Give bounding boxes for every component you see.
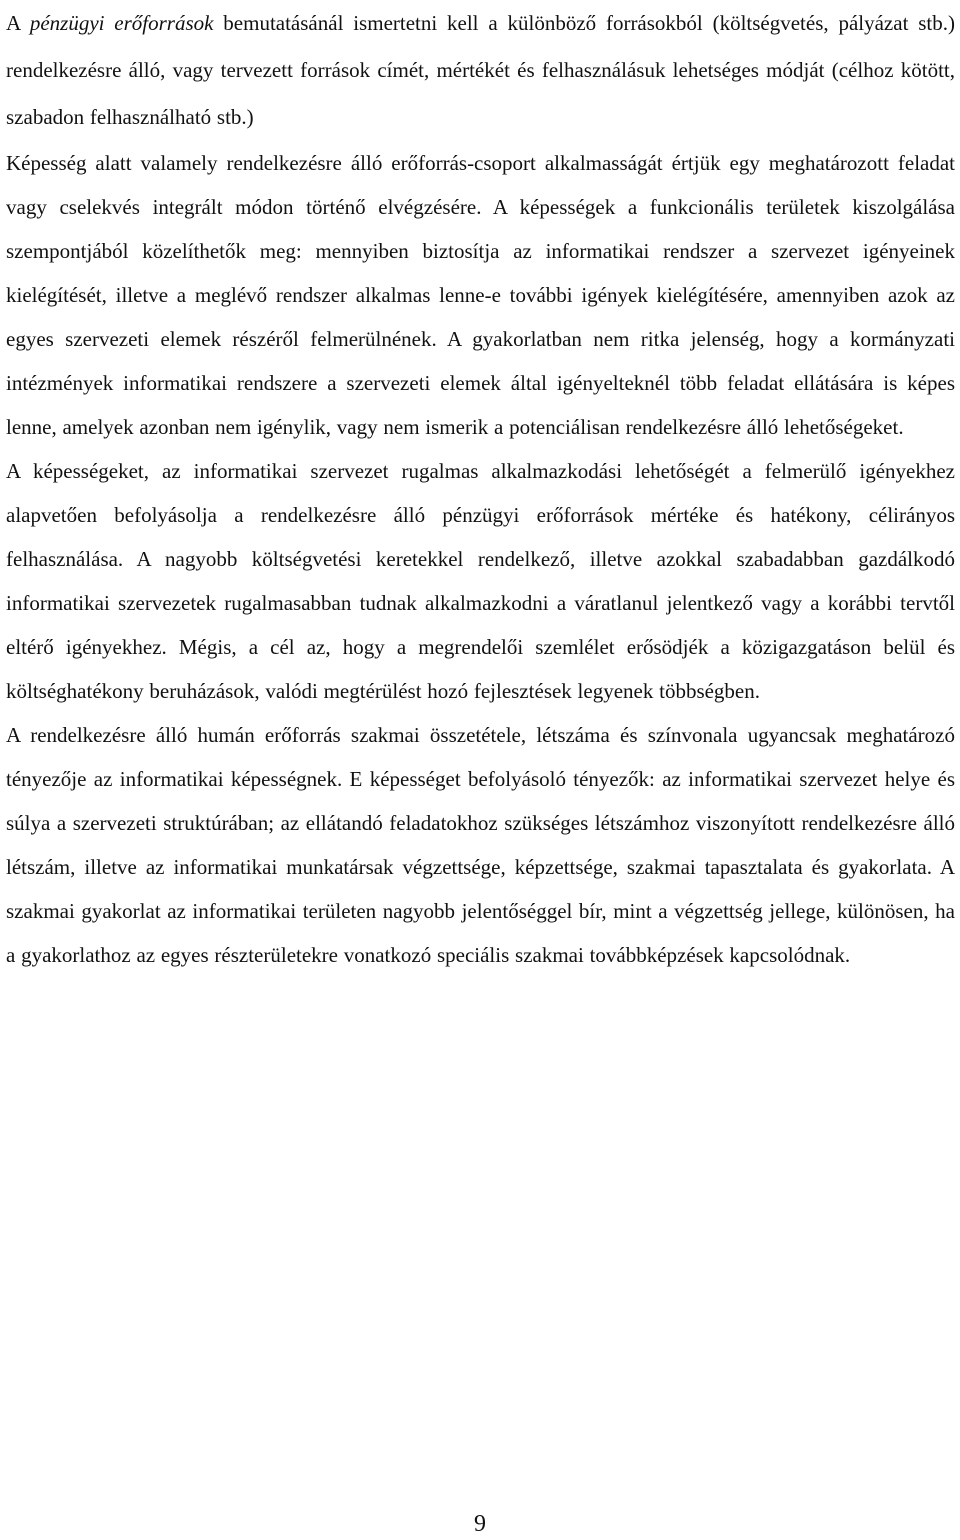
page-number: 9	[474, 1511, 486, 1537]
paragraph-text: bemutatásánál ismertetni kell a különböző forrásokból (költségvetés, pályázat stb.) rendelkezésre álló, vagy tervezett források címét, mértékét és felhasználásuk lehetséges módját (célhoz kötött, szabadon felhasználható stb.)	[6, 11, 955, 129]
paragraph-capability-finance: A képességeket, az informatikai szervezet rugalmas alkalmazkodási lehetőségét a felmerülő igényekhez alapvetően befolyásolja a rendelkezésre álló pénzügyi erőforrások mértéke és hatékony, célirányos felhasználása. A nagyobb költségvetési keretekkel rendelkező, illetve azokkal szabadabban gazdálkodó informatikai szervezetek rugalmasabban tudnak alkalmazkodni a váratlanul jelentkező vagy a korábbi tervtől eltérő igényekhez. Mégis, a cél az, hogy a megrendelői szemlélet erősödjék a közigazgatáson belül és költséghatékony beruházások, valódi megtérülést hozó fejlesztések legyenek többségben.	[6, 459, 955, 703]
document-body	[6, 0, 955, 977]
paragraph-human-resources: A rendelkezésre álló humán erőforrás szakmai összetétele, létszáma és színvonala ugyancsak meghatározó tényezője az informatikai képességnek. E képességet befolyásoló tényezők: az informatikai szervezet helye és súlya a szervezeti struktúrában; az ellátandó feladatokhoz szükséges létszámhoz viszonyított rendelkezésre álló létszám, illetve az informatikai munkatársak végzettsége, képzettsége, szakmai tapasztalata és gyakorlata. A szakmai gyakorlat az informatikai területen nagyobb jelentőséggel bír, mint a végzettség jellege, különösen, ha a gyakorlathoz az egyes részterületekre vonatkozó speciális szakmai továbbképzések kapcsolódnak.	[6, 723, 955, 967]
paragraph-prefix: A	[6, 11, 30, 35]
emphasis-financial-resources: pénzügyi erőforrások	[29, 11, 214, 35]
paragraph-capability-definition: Képesség alatt valamely rendelkezésre álló erőforrás-csoport alkalmasságát értjük egy meghatározott feladat vagy cselekvés integrált módon történő elvégzésére. A képességek a funkcionális területek kiszolgálása szempontjából közelíthetők meg: mennyiben biztosítja az informatikai rendszer a szervezet igényeinek kielégítését, illetve a meglévő rendszer alkalmas lenne-e további igények kielégítésére, amennyiben azok az egyes szervezeti elemek részéről felmerülnének. A gyakorlatban nem ritka jelenség, hogy a kormányzati intézmények informatikai rendszere a szervezeti elemek által igényelteknél több feladat ellátására is képes lenne, amelyek azonban nem igénylik, vagy nem ismerik a potenciálisan rendelkezésre álló lehetőségeket.	[6, 151, 955, 439]
paragraph-financial-resources	[6, 0, 955, 141]
